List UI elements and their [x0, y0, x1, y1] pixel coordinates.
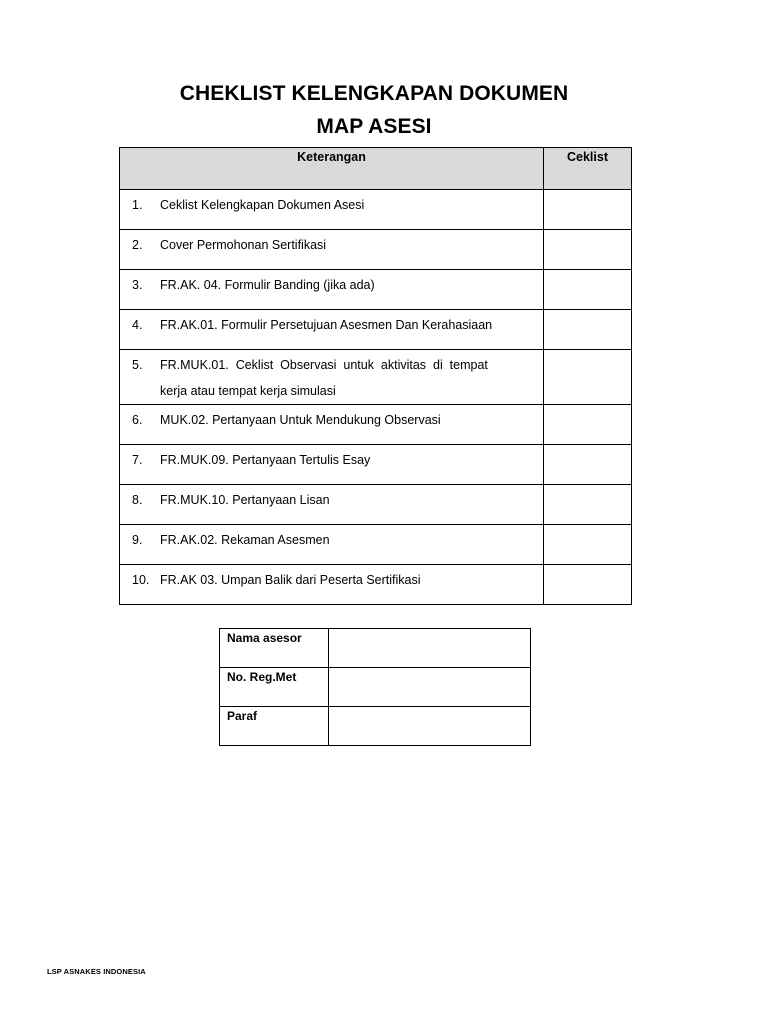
table-row: [120, 190, 632, 230]
row-number: 5.: [132, 358, 143, 372]
row-number: 7.: [132, 453, 143, 467]
sign-row-paraf: [220, 707, 531, 746]
row-checkbox-cell[interactable]: [544, 230, 632, 270]
reg-number-label: No. Reg.Met: [220, 668, 329, 707]
assessor-name-label: Nama asesor: [220, 629, 329, 668]
row-checkbox-cell[interactable]: [544, 525, 632, 565]
footer-organization: LSP ASNAKES INDONESIA: [47, 967, 146, 976]
table-row: [120, 350, 632, 405]
row-text-continued: kerja atau tempat kerja simulasi: [160, 384, 336, 398]
row-text: FR.MUK.01. Ceklist Observasi untuk aktivitas di tempat: [160, 358, 488, 372]
row-checkbox-cell[interactable]: [544, 445, 632, 485]
header-keterangan: Keterangan: [120, 148, 544, 190]
row-checkbox-cell[interactable]: [544, 405, 632, 445]
row-number: 8.: [132, 493, 143, 507]
row-checkbox-cell[interactable]: [544, 310, 632, 350]
row-text: Ceklist Kelengkapan Dokumen Asesi: [160, 198, 365, 212]
document-title: CHEKLIST KELENGKAPAN DOKUMEN: [179, 82, 569, 105]
row-text: FR.AK.02. Rekaman Asesmen: [160, 533, 330, 547]
row-number: 3.: [132, 278, 143, 292]
table-row: [120, 310, 632, 350]
row-text: MUK.02. Pertanyaan Untuk Mendukung Observasi: [160, 413, 441, 427]
assessor-name-field[interactable]: [329, 629, 531, 668]
row-description: [120, 565, 544, 605]
sign-row-reg: [220, 668, 531, 707]
assessor-signature-table: [219, 628, 531, 746]
table-row: [120, 445, 632, 485]
row-description: [120, 445, 544, 485]
row-number: 9.: [132, 533, 143, 547]
row-checkbox-cell[interactable]: [544, 565, 632, 605]
header-ceklist: Ceklist: [544, 148, 632, 190]
row-description: [120, 350, 544, 405]
row-number: 6.: [132, 413, 143, 427]
table-row: [120, 230, 632, 270]
row-checkbox-cell[interactable]: [544, 270, 632, 310]
row-number: 10.: [132, 573, 150, 587]
reg-number-field[interactable]: [329, 668, 531, 707]
row-checkbox-cell[interactable]: [544, 190, 632, 230]
row-description: [120, 485, 544, 525]
row-text: FR.AK. 04. Formulir Banding (jika ada): [160, 278, 375, 292]
paraf-label: Paraf: [220, 707, 329, 746]
row-text: FR.AK.01. Formulir Persetujuan Asesmen Dan Kerahasiaan: [160, 318, 493, 332]
row-text: Cover Permohonan Sertifikasi: [160, 238, 327, 252]
row-number: 1.: [132, 198, 143, 212]
row-text: FR.AK 03. Umpan Balik dari Peserta Sertifikasi: [160, 573, 421, 587]
row-number: 4.: [132, 318, 143, 332]
sign-row-name: [220, 629, 531, 668]
table-header-row: [120, 148, 632, 190]
document-subtitle: MAP ASESI: [316, 115, 432, 138]
row-checkbox-cell[interactable]: [544, 350, 632, 405]
row-number: 2.: [132, 238, 143, 252]
row-text: FR.MUK.09. Pertanyaan Tertulis Esay: [160, 453, 371, 467]
table-row: [120, 270, 632, 310]
row-description: [120, 190, 544, 230]
row-description: [120, 270, 544, 310]
table-row: [120, 565, 632, 605]
table-row: [120, 485, 632, 525]
row-text: FR.MUK.10. Pertanyaan Lisan: [160, 493, 330, 507]
row-description: [120, 405, 544, 445]
table-row: [120, 525, 632, 565]
row-checkbox-cell[interactable]: [544, 485, 632, 525]
paraf-field[interactable]: [329, 707, 531, 746]
row-description: [120, 310, 544, 350]
table-row: [120, 405, 632, 445]
row-description: [120, 525, 544, 565]
row-line-1: [132, 352, 535, 378]
row-description: [120, 230, 544, 270]
checklist-table: [119, 147, 632, 605]
